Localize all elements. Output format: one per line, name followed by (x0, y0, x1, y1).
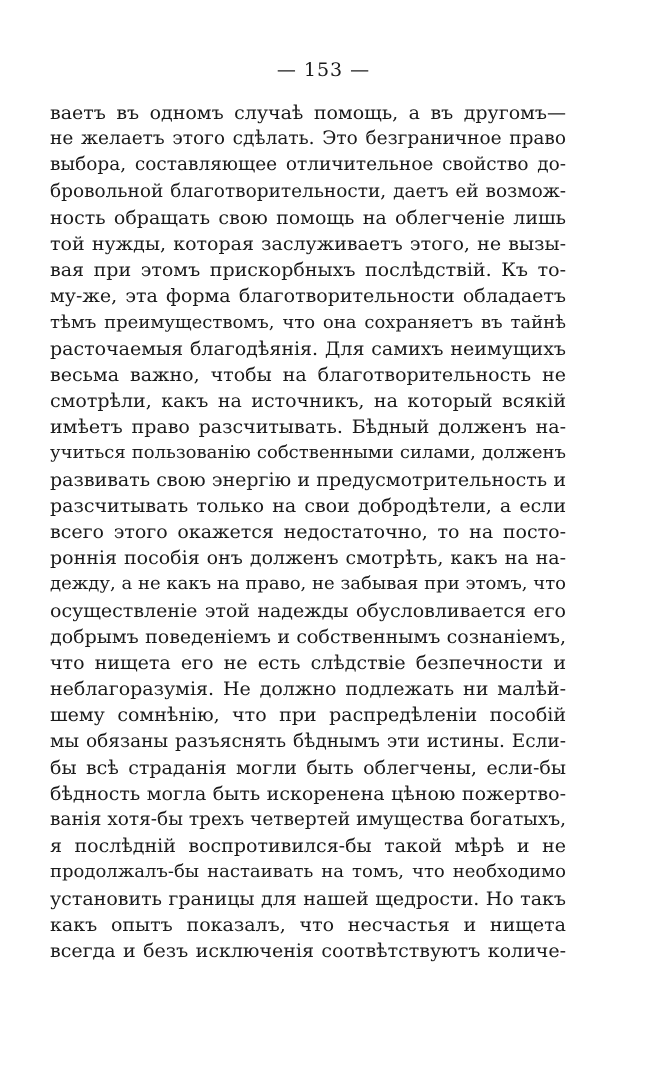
text-line: бы всѣ страданія могли быть облегчены, если-бы (50, 756, 566, 779)
text-line: весьма важно, чтобы на благотворительность не (50, 363, 566, 386)
text-line: дежду, а не какъ на право, не забывая при этомъ, что (50, 573, 566, 595)
text-line: неблагоразумія. Не должно подлежать ни малѣй- (50, 678, 566, 701)
body-text (50, 100, 566, 964)
text-line: не желаетъ этого сдѣлать. Это безграничное право (50, 128, 566, 150)
text-line: му-же, эта форма благотворительности обладаетъ (50, 285, 566, 308)
text-line: добрымъ поведеніемъ и собственнымъ сознаніемъ, (50, 625, 566, 648)
text-line: шему сомнѣнію, что при распредѣленіи пособій (50, 704, 566, 727)
text-line: мы обязаны разъяснять бѣднымъ эти истины. Если- (50, 730, 566, 752)
text-line: учиться пользованію собственными силами, долженъ (50, 442, 566, 464)
text-line: имѣетъ право разсчитывать. Бѣдный долженъ на- (50, 416, 566, 439)
text-line: бѣдность могла быть искоренена цѣною пожертво- (50, 782, 566, 805)
text-line: вая при этомъ прискорбныхъ послѣдствій. Къ то- (50, 259, 566, 282)
page-number: — 153 — (276, 59, 371, 81)
text-line: развивать свою энергію и предусмотрительность и (50, 468, 566, 491)
text-line: всего этого окажется недостаточно, то на посто- (50, 521, 566, 543)
text-line: бровольной благотворительности, даетъ ей возмож- (50, 180, 566, 202)
text-line: расточаемыя благодѣянія. Для самихъ неимущихъ (50, 337, 566, 360)
text-line: я послѣдній воспротивился-бы такой мѣрѣ и не (50, 835, 566, 858)
text-line: осуществленіе этой надежды обусловливается его (50, 599, 566, 622)
text-line: продолжалъ-бы настаивать на томъ, что необходимо (50, 861, 566, 883)
text-line: всегда и безъ исключенія соотвѣтствуютъ количе- (50, 940, 566, 962)
text-line: разсчитывать только на свои добродѣтели, а если (50, 494, 566, 517)
text-line: роннія пособія онъ долженъ смотрѣть, какъ на на- (50, 547, 566, 570)
text-line: выбора, составляющее отличительное свойство до- (50, 154, 566, 176)
text-line: какъ опытъ показалъ, что несчастья и нищета (50, 913, 566, 936)
text-line: что нищета его не есть слѣдствіе безпечности и (50, 651, 566, 674)
text-line: ность обращать свою помощь на облегченіе лишь (50, 206, 566, 229)
text-line: ванія хотя-бы трехъ четвертей имущества богатыхъ, (50, 809, 566, 831)
text-line: тѣмъ преимуществомъ, что она сохраняетъ въ тайнѣ (50, 311, 566, 333)
text-line: ваетъ въ одномъ случаѣ помощь, а въ другомъ— (50, 102, 566, 124)
text-line: той нужды, которая заслуживаетъ этого, не вызы- (50, 232, 566, 255)
text-line: смотрѣли, какъ на источникъ, на который всякій (50, 390, 566, 413)
text-line: установить границы для нашей щедрости. Но такъ (50, 887, 566, 910)
